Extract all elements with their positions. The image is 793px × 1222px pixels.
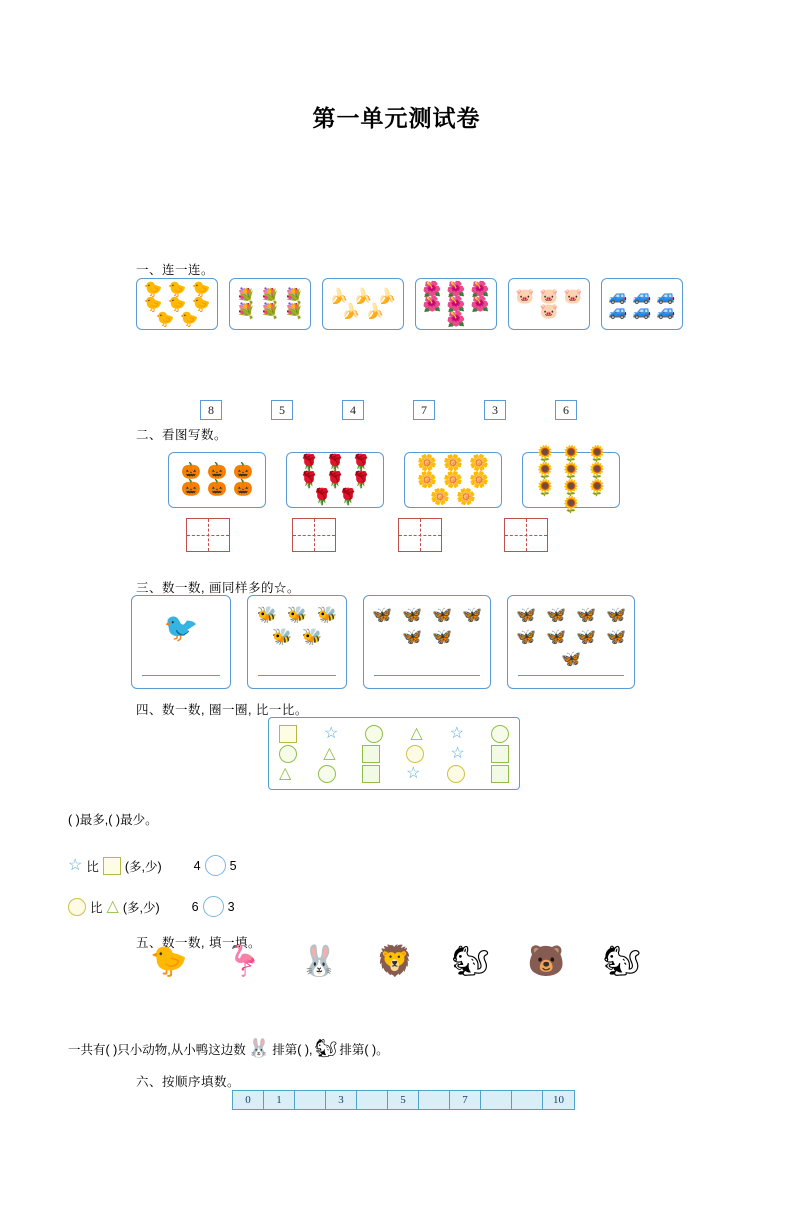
red-flower-icon: 🌺 — [422, 280, 442, 298]
q1-number-3[interactable]: 7 — [413, 400, 435, 420]
square-icon — [279, 725, 297, 743]
q5-animal-row — [150, 945, 641, 979]
q3-answer-line[interactable] — [374, 675, 480, 676]
q4-compare-1-num-left: 4 — [193, 858, 201, 873]
q2-card-pumpkin[interactable] — [168, 452, 266, 508]
banana-icon: 🍌 — [329, 288, 349, 305]
butterfly-red-icon: 🦋 — [372, 607, 392, 624]
lion-icon: 🦁 — [376, 945, 414, 978]
blue-flower-icon: 🌼 — [456, 488, 476, 506]
blue-flower-icon: 🌼 — [443, 454, 463, 472]
square-icon — [362, 745, 380, 763]
star-icon: ☆ — [324, 725, 339, 742]
square-icon — [491, 765, 509, 783]
red-flower-icon: 🌺 — [470, 295, 490, 313]
green-car-icon: 🚙 — [632, 303, 652, 320]
triangle-icon: △ — [106, 897, 119, 915]
dandelion-icon: 🌻 — [587, 480, 607, 497]
butterfly-red-icon: 🦋 — [402, 629, 422, 646]
pumpkin-icon: 🎃 — [181, 463, 201, 480]
red-flower-icon: 🌺 — [446, 280, 466, 298]
flower-cluster-icon: 💐 — [260, 288, 280, 305]
green-car-icon: 🚙 — [656, 288, 676, 305]
green-car-icon: 🚙 — [608, 303, 628, 320]
q4-compare-2-num-left: 6 — [191, 899, 199, 914]
dandelion-icon: 🌻 — [561, 480, 581, 497]
q4-shape-grid[interactable] — [268, 717, 520, 790]
duck-icon: 🐤 — [191, 295, 211, 313]
rose-icon: 🌹 — [312, 488, 332, 506]
q4-grid-row — [279, 764, 509, 784]
green-car-icon: 🚙 — [632, 288, 652, 305]
dandelion-icon: 🌻 — [587, 446, 607, 463]
pumpkin-icon: 🎃 — [207, 463, 227, 480]
red-flower-icon: 🌺 — [422, 295, 442, 313]
q4-compare-2-prefix: 比 — [90, 900, 103, 915]
banana-icon: 🍌 — [353, 288, 373, 305]
squirrel-icon: 🐿 — [314, 1038, 338, 1058]
yellow-bird-icon: 🐦 — [163, 612, 199, 643]
red-flower-icon: 🌺 — [470, 280, 490, 298]
q5-text-a: 一共有( )只小动物,从小鸭这边数 — [68, 1042, 246, 1057]
dandelion-icon: 🌻 — [561, 446, 581, 463]
q3-answer-line[interactable] — [258, 675, 336, 676]
q1-card-duck[interactable] — [136, 278, 218, 330]
q4-grid-row — [279, 744, 509, 764]
triangle-icon: △ — [279, 765, 292, 782]
q1-number-5[interactable]: 6 — [555, 400, 577, 420]
butterfly-red-icon: 🦋 — [432, 629, 452, 646]
q3-card-bird[interactable] — [131, 595, 231, 689]
butterfly-orange-icon: 🦋 — [546, 607, 566, 624]
star-icon: ☆ — [449, 725, 464, 742]
pumpkin-icon: 🎃 — [233, 480, 253, 497]
duck-icon: 🐤 — [167, 295, 187, 313]
pig-icon: 🐷 — [563, 288, 583, 305]
flower-cluster-icon: 💐 — [236, 303, 256, 320]
q5-text-c: 排第( )。 — [339, 1042, 389, 1057]
butterfly-orange-icon: 🦋 — [606, 629, 626, 646]
duck-icon: 🐤 — [150, 945, 188, 978]
dandelion-icon: 🌻 — [535, 446, 555, 463]
triangle-icon: △ — [323, 745, 336, 762]
butterfly-orange-icon: 🦋 — [576, 607, 596, 624]
dandelion-icon: 🌻 — [561, 463, 581, 480]
q6-cell[interactable] — [357, 1091, 388, 1109]
worksheet-page — [0, 100, 793, 1222]
banana-icon: 🍌 — [341, 303, 361, 320]
blue-flower-icon: 🌼 — [430, 488, 450, 506]
green-car-icon: 🚙 — [608, 288, 628, 305]
q2-card-row — [168, 446, 620, 514]
q1-number-0[interactable]: 8 — [200, 400, 222, 420]
butterfly-orange-icon: 🦋 — [606, 607, 626, 624]
q6-cell[interactable]: 1 — [264, 1091, 295, 1109]
rabbit-icon: 🐰 — [300, 945, 339, 978]
flower-cluster-icon: 💐 — [284, 303, 304, 320]
circle-icon — [279, 745, 297, 763]
butterfly-orange-icon: 🦋 — [561, 651, 581, 668]
section-4-label: 四、数一数, 圈一圈, 比一比。 — [136, 703, 308, 717]
bee-icon: 🐝 — [257, 607, 277, 624]
q1-number-1[interactable]: 5 — [271, 400, 293, 420]
q2-card-blue-flower[interactable] — [404, 452, 502, 508]
page-title: 第一单元测试卷 — [312, 106, 481, 131]
q2-answer-box[interactable] — [504, 518, 548, 552]
banana-icon: 🍌 — [365, 303, 385, 320]
circle-icon — [365, 725, 383, 743]
rose-icon: 🌹 — [351, 471, 371, 489]
butterfly-red-icon: 🦋 — [402, 607, 422, 624]
dandelion-icon: 🌻 — [535, 480, 555, 497]
duck-icon: 🐤 — [143, 280, 163, 298]
q2-card-rose[interactable] — [286, 452, 384, 508]
bear-icon: 🐻 — [527, 945, 565, 978]
bee-icon: 🐝 — [302, 629, 322, 646]
q6-cell[interactable]: 10 — [543, 1091, 574, 1109]
section-6-label: 六、按顺序填数。 — [136, 1075, 241, 1089]
duck-icon: 🐤 — [179, 310, 199, 328]
q2-card-dandelion[interactable] — [522, 446, 620, 514]
flower-cluster-icon: 💐 — [260, 303, 280, 320]
red-flower-icon: 🌺 — [446, 310, 466, 328]
q5-question-text[interactable] — [68, 1038, 389, 1059]
flower-cluster-icon: 💐 — [284, 288, 304, 305]
q4-most-least-question[interactable]: ( )最多,( )最少。 — [68, 813, 158, 827]
star-icon: ☆ — [68, 856, 83, 874]
circle-icon — [68, 898, 86, 916]
q6-cell[interactable] — [419, 1091, 450, 1109]
butterfly-orange-icon: 🦋 — [576, 629, 596, 646]
triangle-icon: △ — [410, 725, 423, 742]
rose-icon: 🌹 — [299, 454, 319, 472]
q1-card-flower-cluster[interactable] — [229, 278, 311, 330]
duck-icon: 🐤 — [143, 295, 163, 313]
q3-answer-line[interactable] — [142, 675, 220, 676]
pumpkin-icon: 🎃 — [207, 480, 227, 497]
q2-answer-box[interactable] — [186, 518, 230, 552]
q1-card-red-flower[interactable] — [415, 278, 497, 330]
q1-card-row — [136, 278, 683, 330]
q6-cell[interactable]: 7 — [450, 1091, 481, 1109]
q4-compare-row-1 — [68, 855, 237, 876]
q5-text-b: 排第( ), — [272, 1042, 313, 1057]
q4-compare-row-2 — [68, 896, 235, 917]
rabbit-icon: 🐰 — [247, 1038, 271, 1058]
q4-compare-2-num-right: 3 — [227, 899, 235, 914]
q1-number-4[interactable]: 3 — [484, 400, 506, 420]
q6-cell[interactable] — [295, 1091, 326, 1109]
banana-icon: 🍌 — [377, 288, 397, 305]
q2-answer-box-row — [186, 518, 548, 552]
q6-cell[interactable] — [512, 1091, 543, 1109]
butterfly-red-icon: 🦋 — [462, 607, 482, 624]
blue-flower-icon: 🌼 — [443, 471, 463, 489]
q6-cell[interactable] — [481, 1091, 512, 1109]
q2-answer-box[interactable] — [398, 518, 442, 552]
q4-compare-1-suffix[interactable]: (多,少) — [124, 859, 162, 874]
q3-answer-line[interactable] — [518, 675, 624, 676]
butterfly-orange-icon: 🦋 — [516, 629, 536, 646]
q3-card-butterfly-orange[interactable] — [507, 595, 635, 689]
section-5-label: 五、数一数, 填一填。 — [136, 936, 261, 950]
q1-card-car[interactable] — [601, 278, 683, 330]
circle-icon — [491, 725, 509, 743]
bee-icon: 🐝 — [272, 629, 292, 646]
q3-card-butterfly-red[interactable] — [363, 595, 491, 689]
circle-icon — [447, 765, 465, 783]
dandelion-icon: 🌻 — [587, 463, 607, 480]
green-car-icon: 🚙 — [656, 303, 676, 320]
duck-icon: 🐤 — [167, 280, 187, 298]
pig-icon: 🐷 — [539, 288, 559, 305]
star-icon: ☆ — [450, 745, 465, 762]
q3-card-row — [131, 595, 635, 689]
dandelion-icon: 🌻 — [561, 497, 581, 514]
section-3-label: 三、数一数, 画同样多的☆。 — [136, 581, 300, 595]
butterfly-red-icon: 🦋 — [432, 607, 452, 624]
q3-card-bee[interactable] — [247, 595, 347, 689]
pumpkin-icon: 🎃 — [233, 463, 253, 480]
rose-icon: 🌹 — [351, 454, 371, 472]
blue-flower-icon: 🌼 — [417, 471, 437, 489]
duck-icon: 🐤 — [191, 280, 211, 298]
rose-icon: 🌹 — [325, 454, 345, 472]
blue-flower-icon: 🌼 — [469, 454, 489, 472]
q4-compare-1-num-right: 5 — [229, 858, 237, 873]
q1-number-2[interactable]: 4 — [342, 400, 364, 420]
q1-number-row — [200, 400, 577, 420]
pig-icon: 🐷 — [539, 303, 559, 320]
compare-circle-icon[interactable] — [205, 855, 226, 876]
square-icon — [103, 857, 121, 875]
star-icon: ☆ — [406, 765, 421, 782]
q6-number-strip — [232, 1090, 575, 1110]
pig-icon: 🐷 — [515, 288, 535, 305]
red-flower-icon: 🌺 — [446, 295, 466, 313]
q6-cell[interactable]: 3 — [326, 1091, 357, 1109]
squirrel-icon: 🐿 — [602, 945, 641, 978]
dandelion-icon: 🌻 — [535, 463, 555, 480]
section-2-label: 二、看图写数。 — [136, 428, 228, 442]
blue-flower-icon: 🌼 — [417, 454, 437, 472]
duck-icon: 🐤 — [155, 310, 175, 328]
compare-circle-icon[interactable] — [203, 896, 224, 917]
butterfly-orange-icon: 🦋 — [546, 629, 566, 646]
q1-card-pig[interactable] — [508, 278, 590, 330]
q6-cell[interactable]: 5 — [388, 1091, 419, 1109]
flower-cluster-icon: 💐 — [236, 288, 256, 305]
pumpkin-icon: 🎃 — [181, 480, 201, 497]
rose-icon: 🌹 — [338, 488, 358, 506]
chipmunk-icon: 🐿 — [451, 945, 490, 978]
q6-cell[interactable]: 0 — [233, 1091, 264, 1109]
circle-icon — [406, 745, 424, 763]
q4-grid-row — [279, 724, 509, 744]
blue-flower-icon: 🌼 — [469, 471, 489, 489]
bee-icon: 🐝 — [317, 607, 337, 624]
butterfly-orange-icon: 🦋 — [516, 607, 536, 624]
pink-bird-icon: 🦩 — [225, 945, 263, 978]
rose-icon: 🌹 — [299, 471, 319, 489]
q4-compare-2-suffix[interactable]: (多,少) — [122, 900, 160, 915]
q1-card-banana[interactable] — [322, 278, 404, 330]
square-icon — [491, 745, 509, 763]
q4-compare-1-prefix: 比 — [86, 859, 99, 874]
bee-icon: 🐝 — [287, 607, 307, 624]
square-icon — [362, 765, 380, 783]
q2-answer-box[interactable] — [292, 518, 336, 552]
rose-icon: 🌹 — [325, 471, 345, 489]
section-1-label: 一、连一连。 — [136, 263, 215, 277]
circle-icon — [318, 765, 336, 783]
